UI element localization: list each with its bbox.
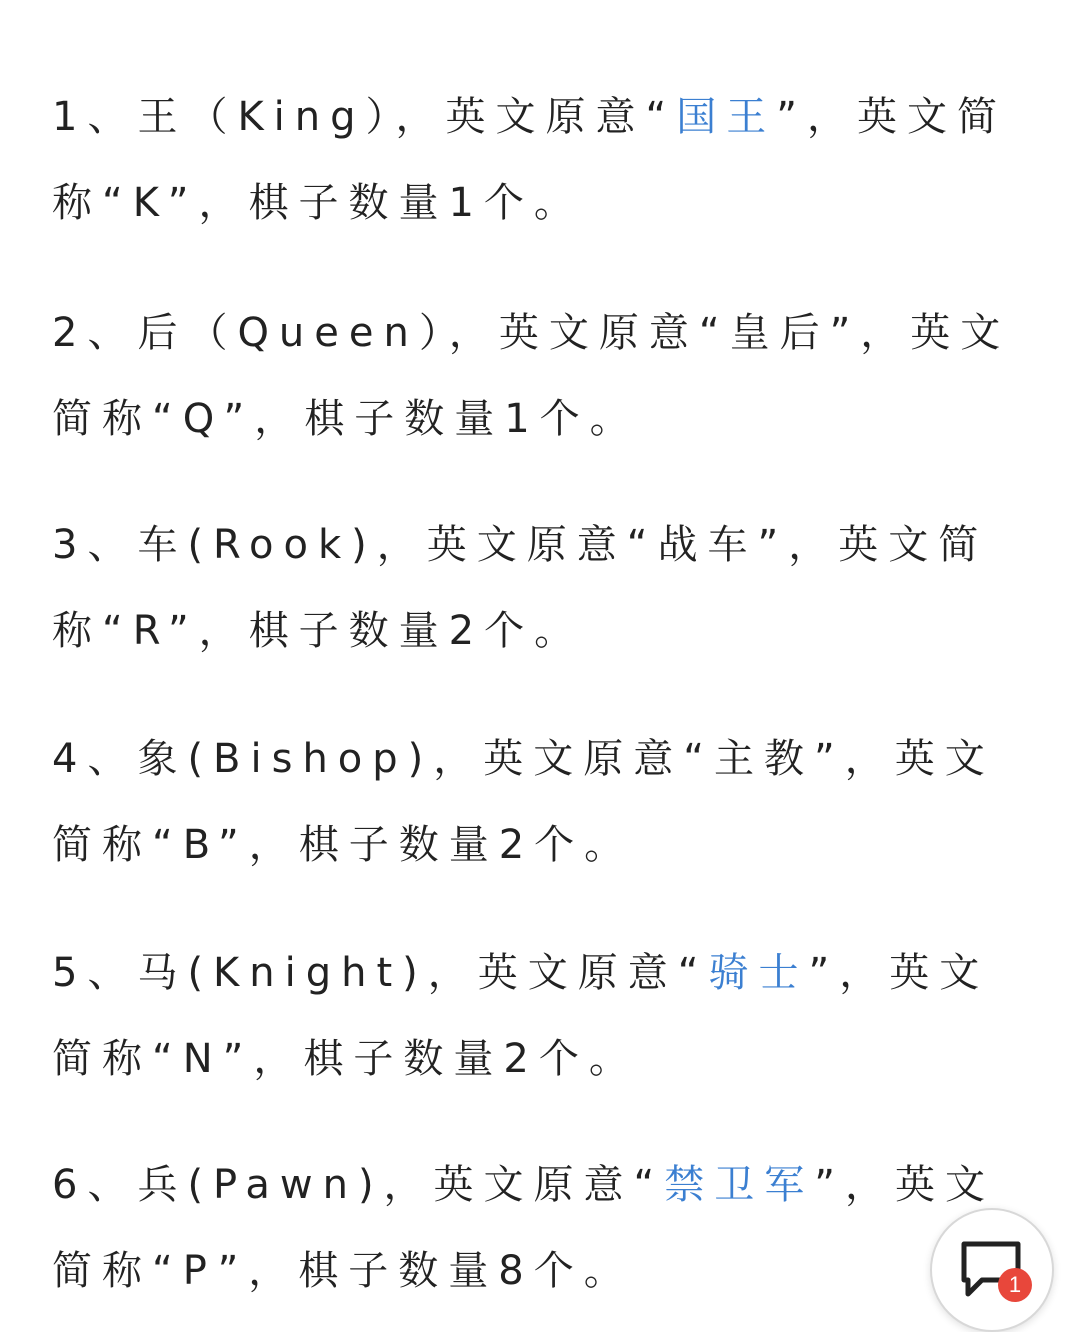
comment-button[interactable]: [930, 1208, 1054, 1332]
piece-meaning-text: 战车: [657, 522, 758, 568]
piece-paragraph: [52, 74, 1032, 246]
piece-tail-text: ”，英文简称“N”，棋子数量2个。: [52, 950, 990, 1082]
piece-lead-text: 5、马(Knight)，英文原意“: [52, 950, 709, 996]
piece-lead-text: 4、象(Bishop)，英文原意“: [52, 736, 714, 782]
piece-tail-text: ”，英文简称“Q”，棋子数量1个。: [52, 310, 1011, 442]
piece-tail-text: ”，英文简称“K”，棋子数量1个。: [52, 94, 1007, 226]
piece-lead-text: 1、王（King），英文原意“: [52, 94, 677, 140]
piece-meaning-link[interactable]: 骑士: [708, 950, 809, 996]
piece-paragraph: [52, 930, 1032, 1102]
piece-paragraph: [52, 1142, 1032, 1314]
piece-tail-text: ”，英文简称“B”，棋子数量2个。: [52, 736, 995, 868]
comment-count-badge: 1: [998, 1268, 1032, 1302]
piece-lead-text: 6、兵(Pawn)，英文原意“: [52, 1162, 665, 1208]
piece-meaning-text: 皇后: [729, 310, 830, 356]
piece-paragraph: [52, 290, 1032, 462]
piece-tail-text: ”，英文简称“P”，棋子数量8个。: [52, 1162, 996, 1294]
piece-meaning-link[interactable]: 禁卫军: [664, 1162, 815, 1208]
piece-paragraph: [52, 502, 1032, 674]
piece-meaning-text: 主教: [714, 736, 814, 782]
piece-lead-text: 3、车(Rook)，英文原意“: [52, 522, 658, 568]
piece-paragraph: [52, 716, 1032, 888]
piece-tail-text: ”，英文简称“R”，棋子数量2个。: [52, 522, 989, 654]
piece-meaning-link[interactable]: 国王: [676, 94, 777, 140]
piece-lead-text: 2、后（Queen），英文原意“: [52, 310, 730, 356]
